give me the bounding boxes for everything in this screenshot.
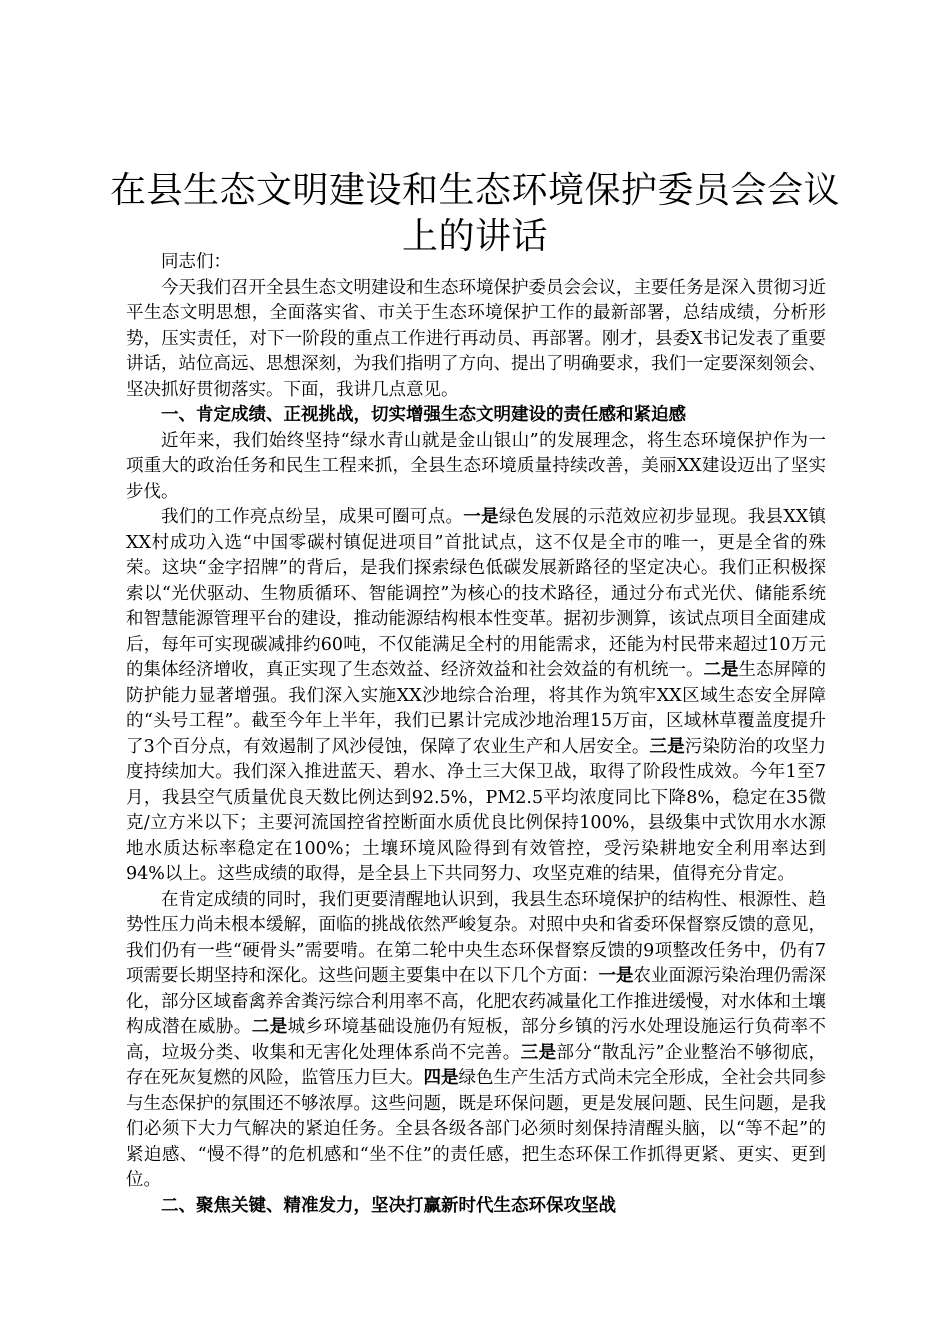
paragraph-3-text-5: 绿色生产生活方式尚未完全形成，全社会共同参与生态保护的氛围还不够浓厚。这些问题，既是环保问题，更是发展问题、民生问题，是我们必须下大力气解决的紧迫任务。全县各级各部门必须时刻保持清醒头脑，以“等不起”的紧迫感、“慢不得”的危机感和“坐不住”的责任感，把生态环保工作抓得更紧、更实、更到位。 <box>126 1068 826 1190</box>
point-marker-1: 一是 <box>598 966 634 986</box>
intro-paragraph: 今天我们召开全县生态文明建设和生态环境保护委员会会议，主要任务是深入贯彻习近平生态文明思想，全面落实省、市关于生态环境保护工作的最新部署，总结成绩，分析形势，压实责任，对下一阶段的重点工作进行再动员、再部署。刚才，县委X书记发表了重要讲话，站位高远、思想深刻，为我们指明了方向、提出了明确要求，我们一定要深刻领会、坚决抓好贯彻落实。下面，我讲几点意见。 <box>126 277 826 400</box>
paragraph-1: 近年来，我们始终坚持“绿水青山就是金山银山”的发展理念，将生态环境保护作为一项重大的政治任务和民生工程来抓，全县生态环境质量持续改善，美丽XX建设迈出了坚实步伐。 <box>126 430 826 502</box>
paragraph-2 <box>126 505 826 888</box>
point-marker-3: 三是 <box>649 736 685 757</box>
paragraph-3 <box>126 888 826 1194</box>
point-marker-2: 二是 <box>251 1017 288 1037</box>
paragraph-2-text-3: 生态屏障的防护能力显著增强。我们深入实施XX沙地综合治理，将其作为筑牢XX区域生态安全屏障的“头号工程”。截至今年上半年，我们已累计完成沙地治理15万亩，区域林草覆盖度提升了3个百分点，有效遏制了风沙侵蚀，保障了农业生产和人居安全。 <box>126 660 826 757</box>
section-heading-2: 二、聚焦关键、精准发力，坚决打赢新时代生态环保攻坚战 <box>161 1195 616 1216</box>
document-body <box>126 250 826 1219</box>
paragraph-3-text-3: 城乡环境基础设施仍有短板，部分乡镇的污水处理设施运行负荷率不高，垃圾分类、收集和无害化处理体系尚不完善。 <box>126 1017 827 1063</box>
point-marker-3: 三是 <box>520 1042 557 1063</box>
section-heading-1: 一、肯定成绩、正视挑战，切实增强生态文明建设的责任感和紧迫感 <box>161 405 686 425</box>
title-line-1: 在县生态文明建设和生态环境保护委员会会议 <box>110 170 841 211</box>
paragraph-2-text-4: 污染防治的攻坚力度持续加大。我们深入推进蓝天、碧水、净土三大保卫战，取得了阶段性成效。今年1至7月，我县空气质量优良天数比例达到92.5%，PM2.5平均浓度同比下降8%，稳定在35微克/立方米以下；主要河流国控省控断面水质优良比例保持100%，县级集中式饮用水水源地水质达标率稳定在100%；土壤环境风险得到有效管控，受污染耕地安全利用率达到94%以上。这些成绩的取得，是全县上下共同努力、攻坚克难的结果，值得充分肯定。 <box>126 736 827 884</box>
document-title <box>110 168 840 260</box>
paragraph-3-text-2: 农业面源污染治理仍需深化，部分区域畜禽养舍粪污综合利用率不高，化肥农药减量化工作推进缓慢，对水体和土壤构成潜在威胁。 <box>126 966 826 1037</box>
paragraph-3-text-1: 在肯定成绩的同时，我们更要清醒地认识到，我县生态环境保护的结构性、根源性、趋势性压力尚未根本缓解，面临的挑战依然严峻复杂。对照中央和省委环保督察反馈的意见，我们仍有一些“硬骨头”需要啃。在第二轮中央生态环保督察反馈的9项整改任务中，仍有7项需要长期坚持和深化。这些问题主要集中在以下几个方面： <box>126 889 826 986</box>
paragraph-3-text-4: 部分“散乱污”企业整治不够彻底，存在死灰复燃的风险，监管压力巨大。 <box>126 1042 827 1088</box>
paragraph-2-text-1: 我们的工作亮点纷呈，成果可圈可点。 <box>161 507 464 527</box>
title-line-2: 上的讲话 <box>401 216 548 257</box>
greeting: 同志们： <box>161 252 231 272</box>
point-marker-4: 四是 <box>423 1068 459 1088</box>
point-marker-1: 一是 <box>463 507 499 527</box>
point-marker-2: 二是 <box>703 660 739 680</box>
paragraph-2-text-2: 绿色发展的示范效应初步显现。我县XX镇XX村成功入选“中国零碳村镇促进项目”首批试点，这不仅是全市的唯一，更是全省的殊荣。这块“金字招牌”的背后，是我们探索绿色低碳发展新路径的坚定决心。我们正积极探索以“光伏驱动、生物质循环、智能调控”为核心的技术路径，通过分布式光伏、储能系统和智慧能源管理平台的建设，推动能源结构根本性变革。据初步测算，该试点项目全面建成后，每年可实现碳减排约60吨，不仅能满足全村的用能需求，还能为村民带来超过10万元的集体经济增收，真正实现了生态效益、经济效益和社会效益的有机统一。 <box>126 507 827 680</box>
